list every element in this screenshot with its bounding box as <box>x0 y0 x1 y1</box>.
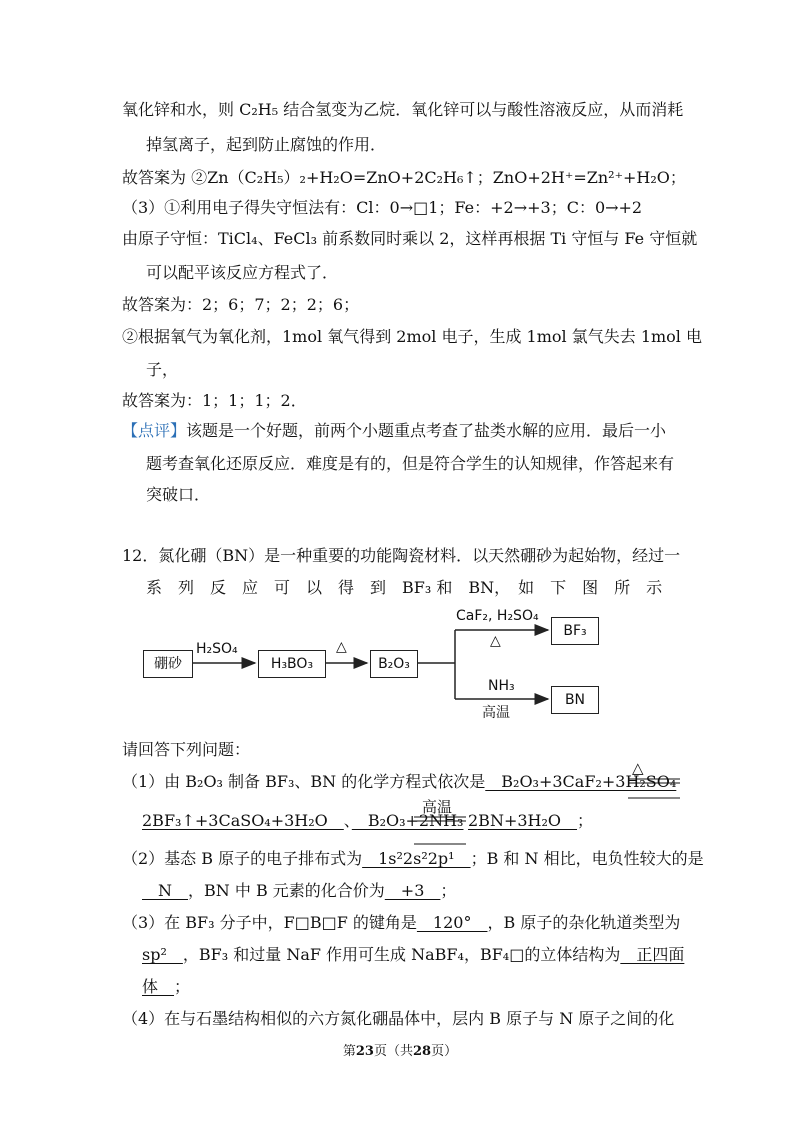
question-stem: 系 列 反 应 可 以 得 到 BF₃ 和 BN， 如 下 图 所 示 <box>146 578 663 597</box>
text-line: 由原子守恒：TiCl₄、FeCl₃ 前系数同时乘以 2，这样再根据 Ti 守恒与 Fe 守恒就 <box>122 229 698 248</box>
footer-prefix: 第 <box>342 1044 356 1059</box>
text-line: 突破口． <box>146 485 211 504</box>
box-bn: BN <box>551 686 599 714</box>
prompt-line: 请回答下列问题： <box>122 740 251 759</box>
text-line: ②根据氧气为氧化剂，1mol 氧气得到 2mol 电子，生成 1mol 氯气失去 1mol 电 <box>122 327 703 346</box>
box-h3bo3: H₃BO₃ <box>258 650 326 678</box>
reagent-caf2-h2so4-label: CaF₂, H₂SO₄ <box>456 608 539 624</box>
part1-answer: B₂O₃+2NH₃ <box>351 811 464 830</box>
part1-answer: B₂O₃+3CaF₂+3H₂SO₄ <box>485 772 677 791</box>
text-line: 氧化锌和水，则 C₂H₅ 结合氢变为乙烷．氧化锌可以与酸性溶液反应，从而消耗 <box>122 100 684 119</box>
box-borax: 硼砂 <box>143 650 193 678</box>
part2-answer: N <box>142 881 189 900</box>
page-number: 23 <box>355 1044 374 1059</box>
page-footer <box>0 1040 800 1059</box>
part3-answer: 120° <box>416 913 488 932</box>
part4-line1: （4）在与石墨结构相似的六方氮化硼晶体中，层内 B 原子与 N 原子之间的化 <box>122 1009 675 1028</box>
footer-suffix: 页） <box>431 1044 458 1059</box>
text-line: 故答案为：1；1；1；2． <box>122 391 307 410</box>
text-line: 可以配平该反应方程式了． <box>146 263 339 282</box>
heat-label: △ <box>336 639 347 655</box>
punctuation: ； <box>440 881 457 900</box>
comment-text: 该题是一个好题，前两个小题重点考查了盐类水解的应用．最后一小 <box>186 421 667 440</box>
heat-label-upper: △ <box>490 633 501 649</box>
text-line: 故答案为 ②Zn（C₂H₅）₂+H₂O=ZnO+2C₂H₆↑；ZnO+2H⁺=Zn²⁺+H₂O； <box>122 168 686 187</box>
question-stem: 12．氮化硼（BN）是一种重要的功能陶瓷材料．以天然硼砂为起始物，经过一 <box>122 546 681 565</box>
reaction-condition-heat: △ <box>632 759 644 777</box>
reagent-h2so4-label: H₂SO₄ <box>196 641 238 657</box>
part3-question: ，BF₃ 和过量 NaF 作用可生成 NaBF₄，BF₄□的立体结构为 <box>182 945 621 964</box>
part2-question: （2）基态 B 原子的电子排布式为 <box>122 849 363 868</box>
punctuation: ； <box>174 977 191 996</box>
text-line: 题考查氧化还原反应．难度是有的，但是符合学生的认知规律，作答起来有 <box>146 454 675 473</box>
part2-question: ，BN 中 B 元素的化合价为 <box>188 881 385 900</box>
reaction-condition-high-temp: 高温 <box>422 798 453 816</box>
part3-line1 <box>122 912 680 934</box>
part2-answer: +3 <box>384 881 441 900</box>
part1-answer: 2BN+3H₂O <box>468 811 578 830</box>
text-line: 故答案为：2；6；7；2；2；6； <box>122 295 360 314</box>
part1-line2-end <box>468 810 593 832</box>
text-line: （3）①利用电子得失守恒法有：Cl：0→□1；Fe：+2→+3；C：0→+2 <box>122 198 643 217</box>
box-bf3: BF₃ <box>551 617 599 645</box>
part1-line1 <box>122 771 676 793</box>
separator: 、 <box>343 811 352 830</box>
part2-question: ；B 和 N 相比，电负性较大的是 <box>470 849 704 868</box>
part2-line2 <box>142 880 456 902</box>
part3-question: ，B 原子的杂化轨道类型为 <box>487 913 681 932</box>
high-temp-label: 高温 <box>482 705 510 721</box>
footer-mid: 页（共 <box>373 1044 413 1059</box>
part1-question: （1）由 B₂O₃ 制备 BF₃、BN 的化学方程式依次是 <box>122 772 486 791</box>
part1-line2 <box>142 810 463 832</box>
text-line: 掉氢离子，起到防止腐蚀的作用． <box>146 135 387 154</box>
part2-answer: 1s²2s²2p¹ <box>362 849 471 868</box>
reagent-nh3-label: NH₃ <box>488 678 515 694</box>
comment-tag: 【点评】 <box>122 421 187 440</box>
text-line: 子， <box>146 360 179 379</box>
page-total: 28 <box>413 1044 432 1059</box>
part3-answer: 正四面 <box>620 945 685 964</box>
part3-line3 <box>142 976 190 998</box>
part3-answer: 体 <box>142 977 175 996</box>
box-b2o3: B₂O₃ <box>370 650 418 678</box>
part2-line1 <box>122 848 704 870</box>
part3-question: （3）在 BF₃ 分子中，F□B□F 的键角是 <box>122 913 417 932</box>
part1-answer: 2BF₃↑+3CaSO₄+3H₂O <box>142 811 344 830</box>
punctuation: ； <box>577 811 594 830</box>
part3-line2 <box>142 944 684 966</box>
part3-answer: sp² <box>142 945 183 964</box>
